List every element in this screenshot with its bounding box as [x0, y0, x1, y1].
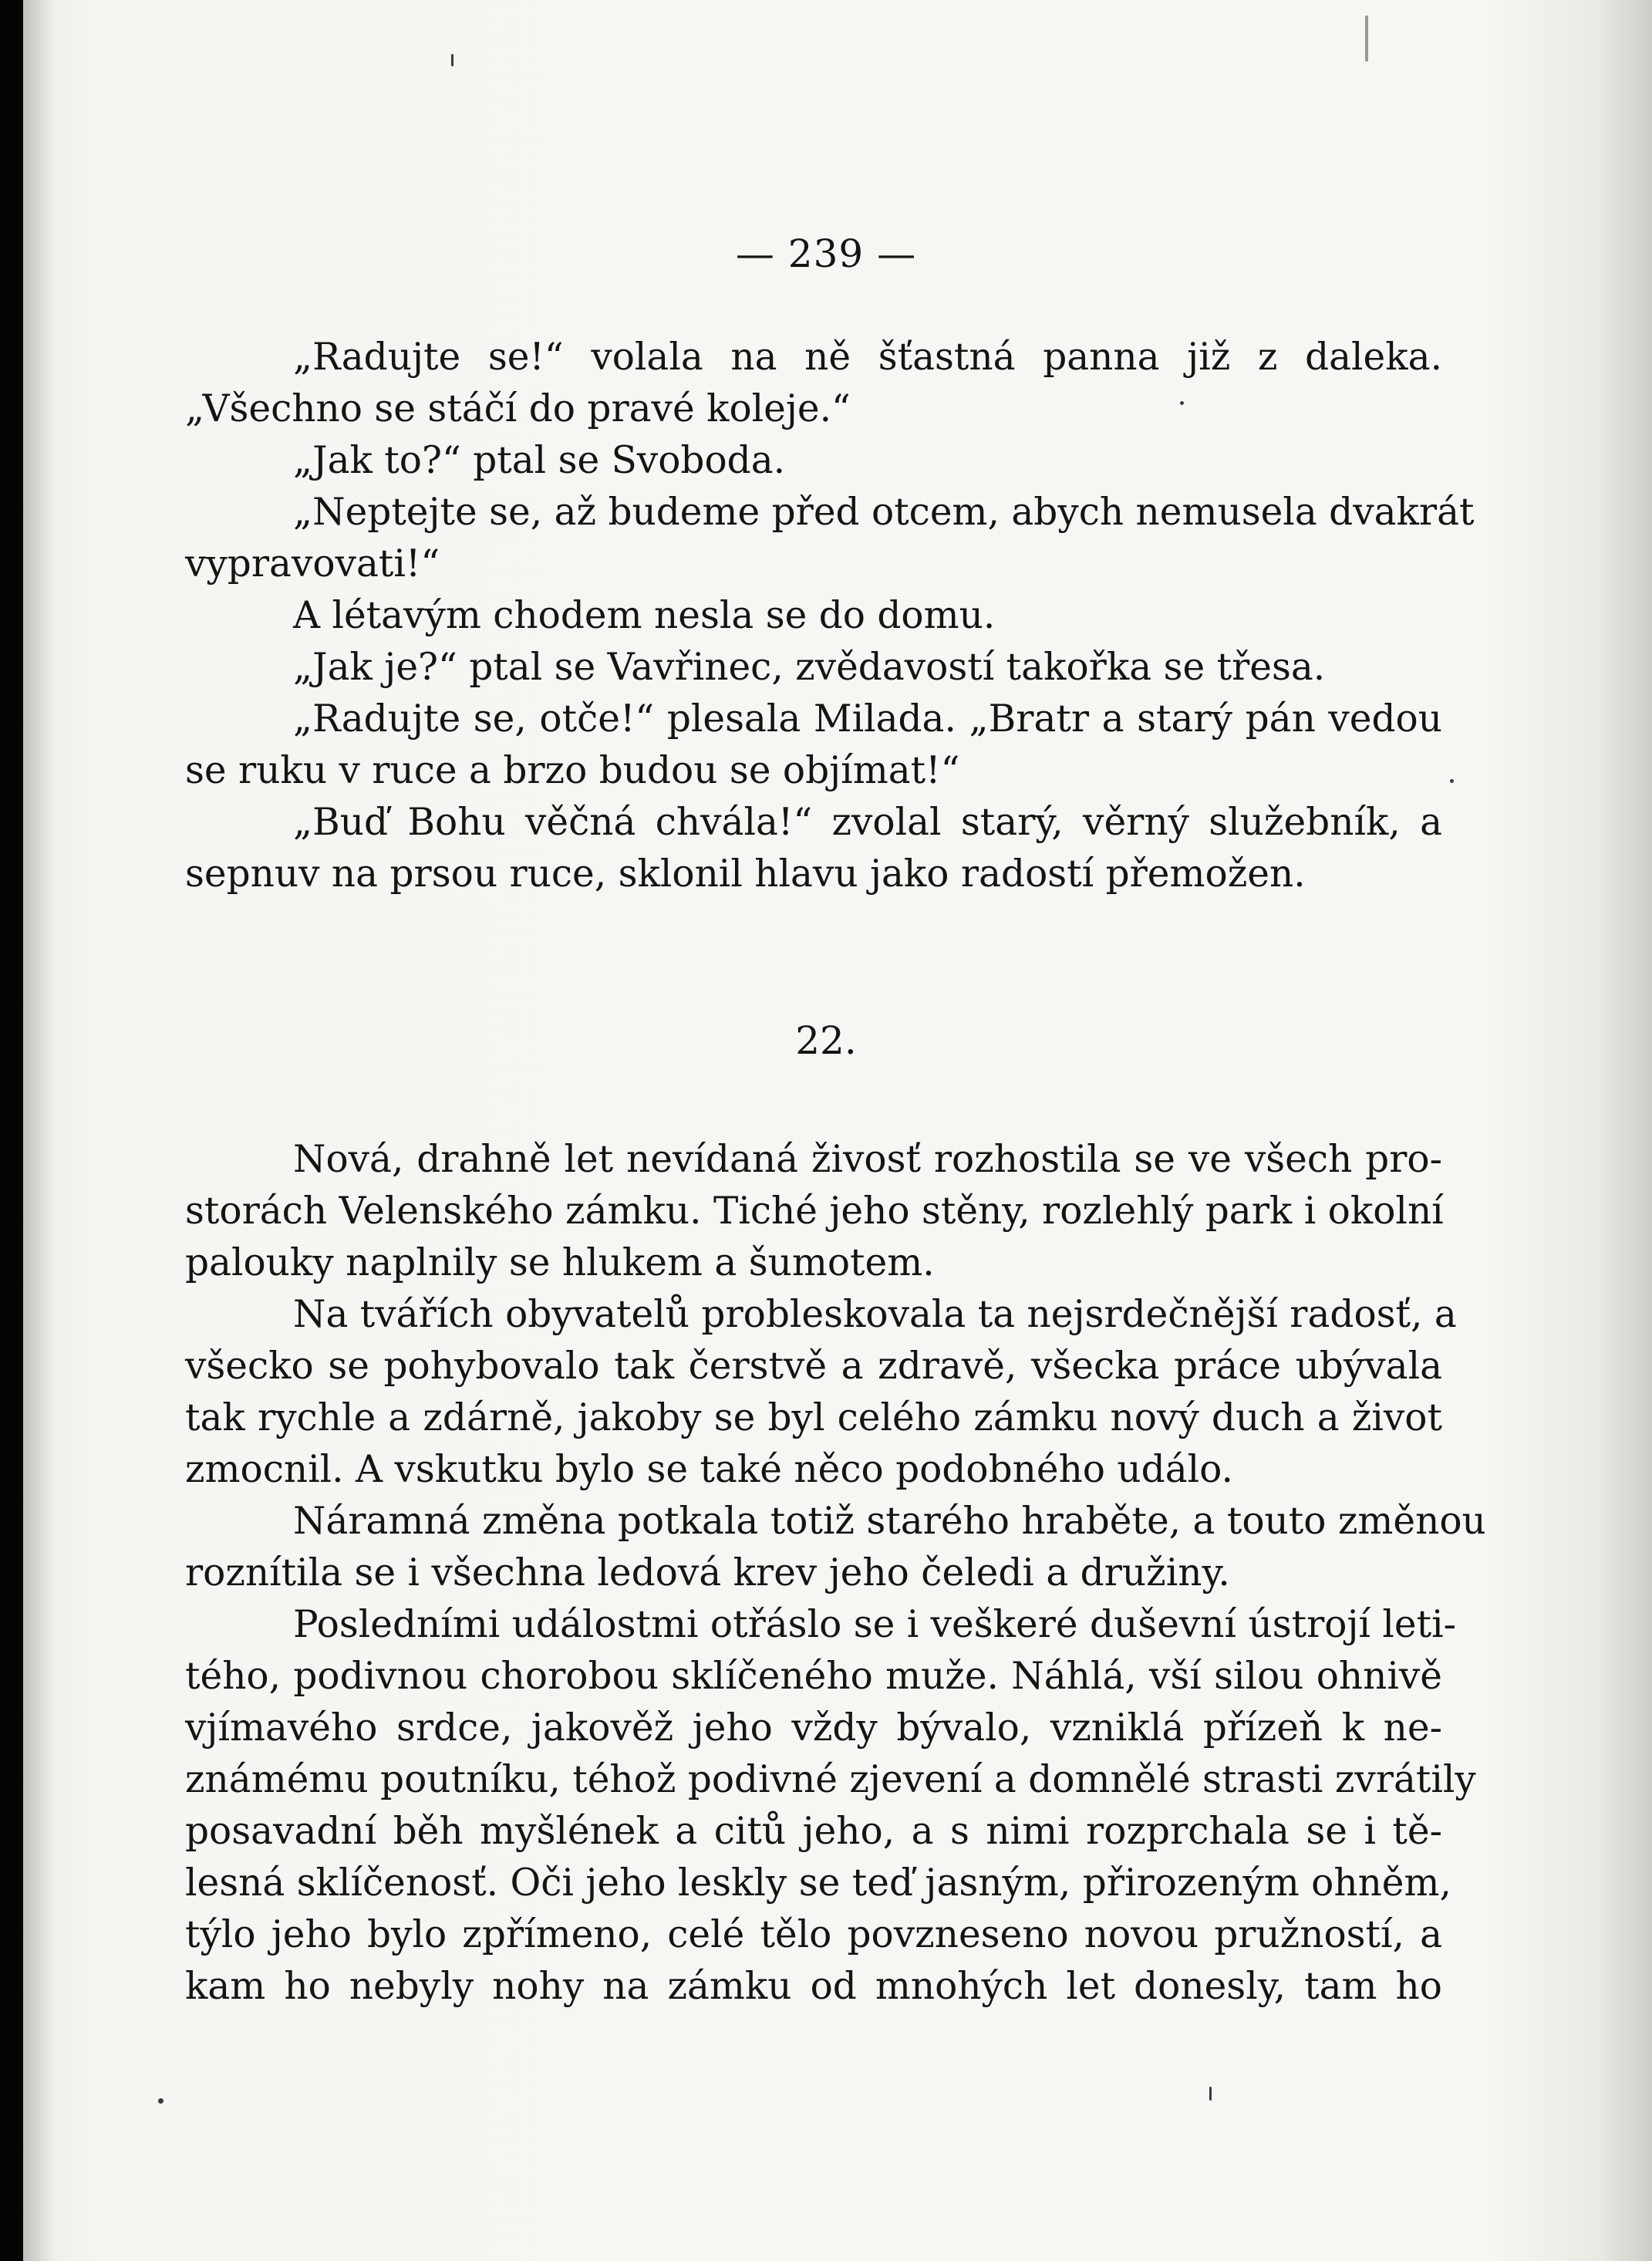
- text-line: palouky naplnily se hlukem a šumotem.: [185, 1241, 935, 1284]
- text-line: „Buď Bohu věčná chvála!“ zvolal starý, věrný služebník, a: [293, 801, 1442, 844]
- paper-speck: [1365, 15, 1368, 62]
- scan-right-shadow: [1598, 0, 1652, 2261]
- text-block-chapter: [185, 1134, 1486, 2013]
- text-line: storách Velenského zámku. Tiché jeho stěny, rozlehlý park i okolní: [185, 1190, 1444, 1233]
- text-line: roznítila se i všechna ledová krev jeho čeledi a družiny.: [185, 1551, 1230, 1595]
- text-line: Náramná změna potkala totiž starého hraběte, a touto změnou: [293, 1500, 1486, 1543]
- text-line: vypravovati!“: [185, 542, 440, 585]
- text-line: Posledními událostmi otřáslo se i veškeré duševní ústrojí leti-: [293, 1603, 1457, 1646]
- text-line: všecko se pohybovalo tak čerstvě a zdravě, všecka práce ubývala: [185, 1345, 1442, 1388]
- scan-edge-shadow: [23, 0, 54, 2261]
- paper-speck: [451, 54, 453, 66]
- text-line: „Jak je?“ ptal se Vavřinec, zvědavostí takořka se třesa.: [293, 646, 1326, 689]
- text-line: posavadní běh myšlének a citů jeho, a s nimi rozprchala se i tě-: [185, 1810, 1442, 1853]
- text-line: „Jak to?“ ptal se Svoboda.: [293, 439, 786, 482]
- text-line: sepnuv na prsou ruce, sklonil hlavu jako radostí přemožen.: [185, 852, 1306, 896]
- text-line: Na tvářích obyvatelů probleskovala ta nejsrdečnější radosť, a: [293, 1293, 1457, 1336]
- text-line: tak rychle a zdárně, jakoby se byl celého zámku nový duch a život: [185, 1396, 1442, 1439]
- text-line: zmocnil. A vskutku bylo se také něco podobného událo.: [185, 1448, 1233, 1491]
- text-line: „Radujte se, otče!“ plesala Milada. „Bratr a starý pán vedou: [293, 697, 1442, 741]
- text-line: „Všechno se stáčí do pravé koleje.“: [185, 387, 851, 430]
- text-line: kam ho nebyly nohy na zámku od mnohých let donesly, tam ho: [185, 1965, 1442, 2008]
- section-number: 22.: [795, 1018, 857, 1063]
- text-block-dialogue: [185, 332, 1475, 900]
- paper-speck: [1450, 779, 1454, 783]
- paper-speck: [1209, 2087, 1212, 2101]
- text-line: lesná sklíčenosť. Oči jeho leskly se teď jasným, přirozeným ohněm,: [185, 1861, 1451, 1905]
- text-line: A létavým chodem nesla se do domu.: [293, 594, 996, 637]
- text-line: známému poutníku, téhož podivné zjevení a domnělé strasti zvrátily: [185, 1758, 1476, 1801]
- text-line: „Neptejte se, až budeme před otcem, abych nemusela dvakrát: [293, 491, 1475, 534]
- page-number-header: — 239 —: [735, 231, 917, 276]
- paper-speck: [158, 2098, 164, 2104]
- scan-left-border: [0, 0, 23, 2261]
- text-line: tého, podivnou chorobou sklíčeného muže. Náhlá, vší silou ohnivě: [185, 1655, 1442, 1698]
- text-line: vjímavého srdce, jakověž jeho vždy bývalo, vzniklá přízeň k ne-: [185, 1706, 1442, 1750]
- text-line: Nová, drahně let nevídaná živosť rozhostila se ve všech pro-: [293, 1138, 1442, 1181]
- text-line: se ruku v ruce a brzo budou se objímat!“: [185, 749, 960, 792]
- text-line: týlo jeho bylo zpřímeno, celé tělo povzneseno novou pružností, a: [185, 1913, 1442, 1956]
- text-line: „Radujte se!“ volala na ně šťastná panna již z daleka.: [293, 336, 1442, 379]
